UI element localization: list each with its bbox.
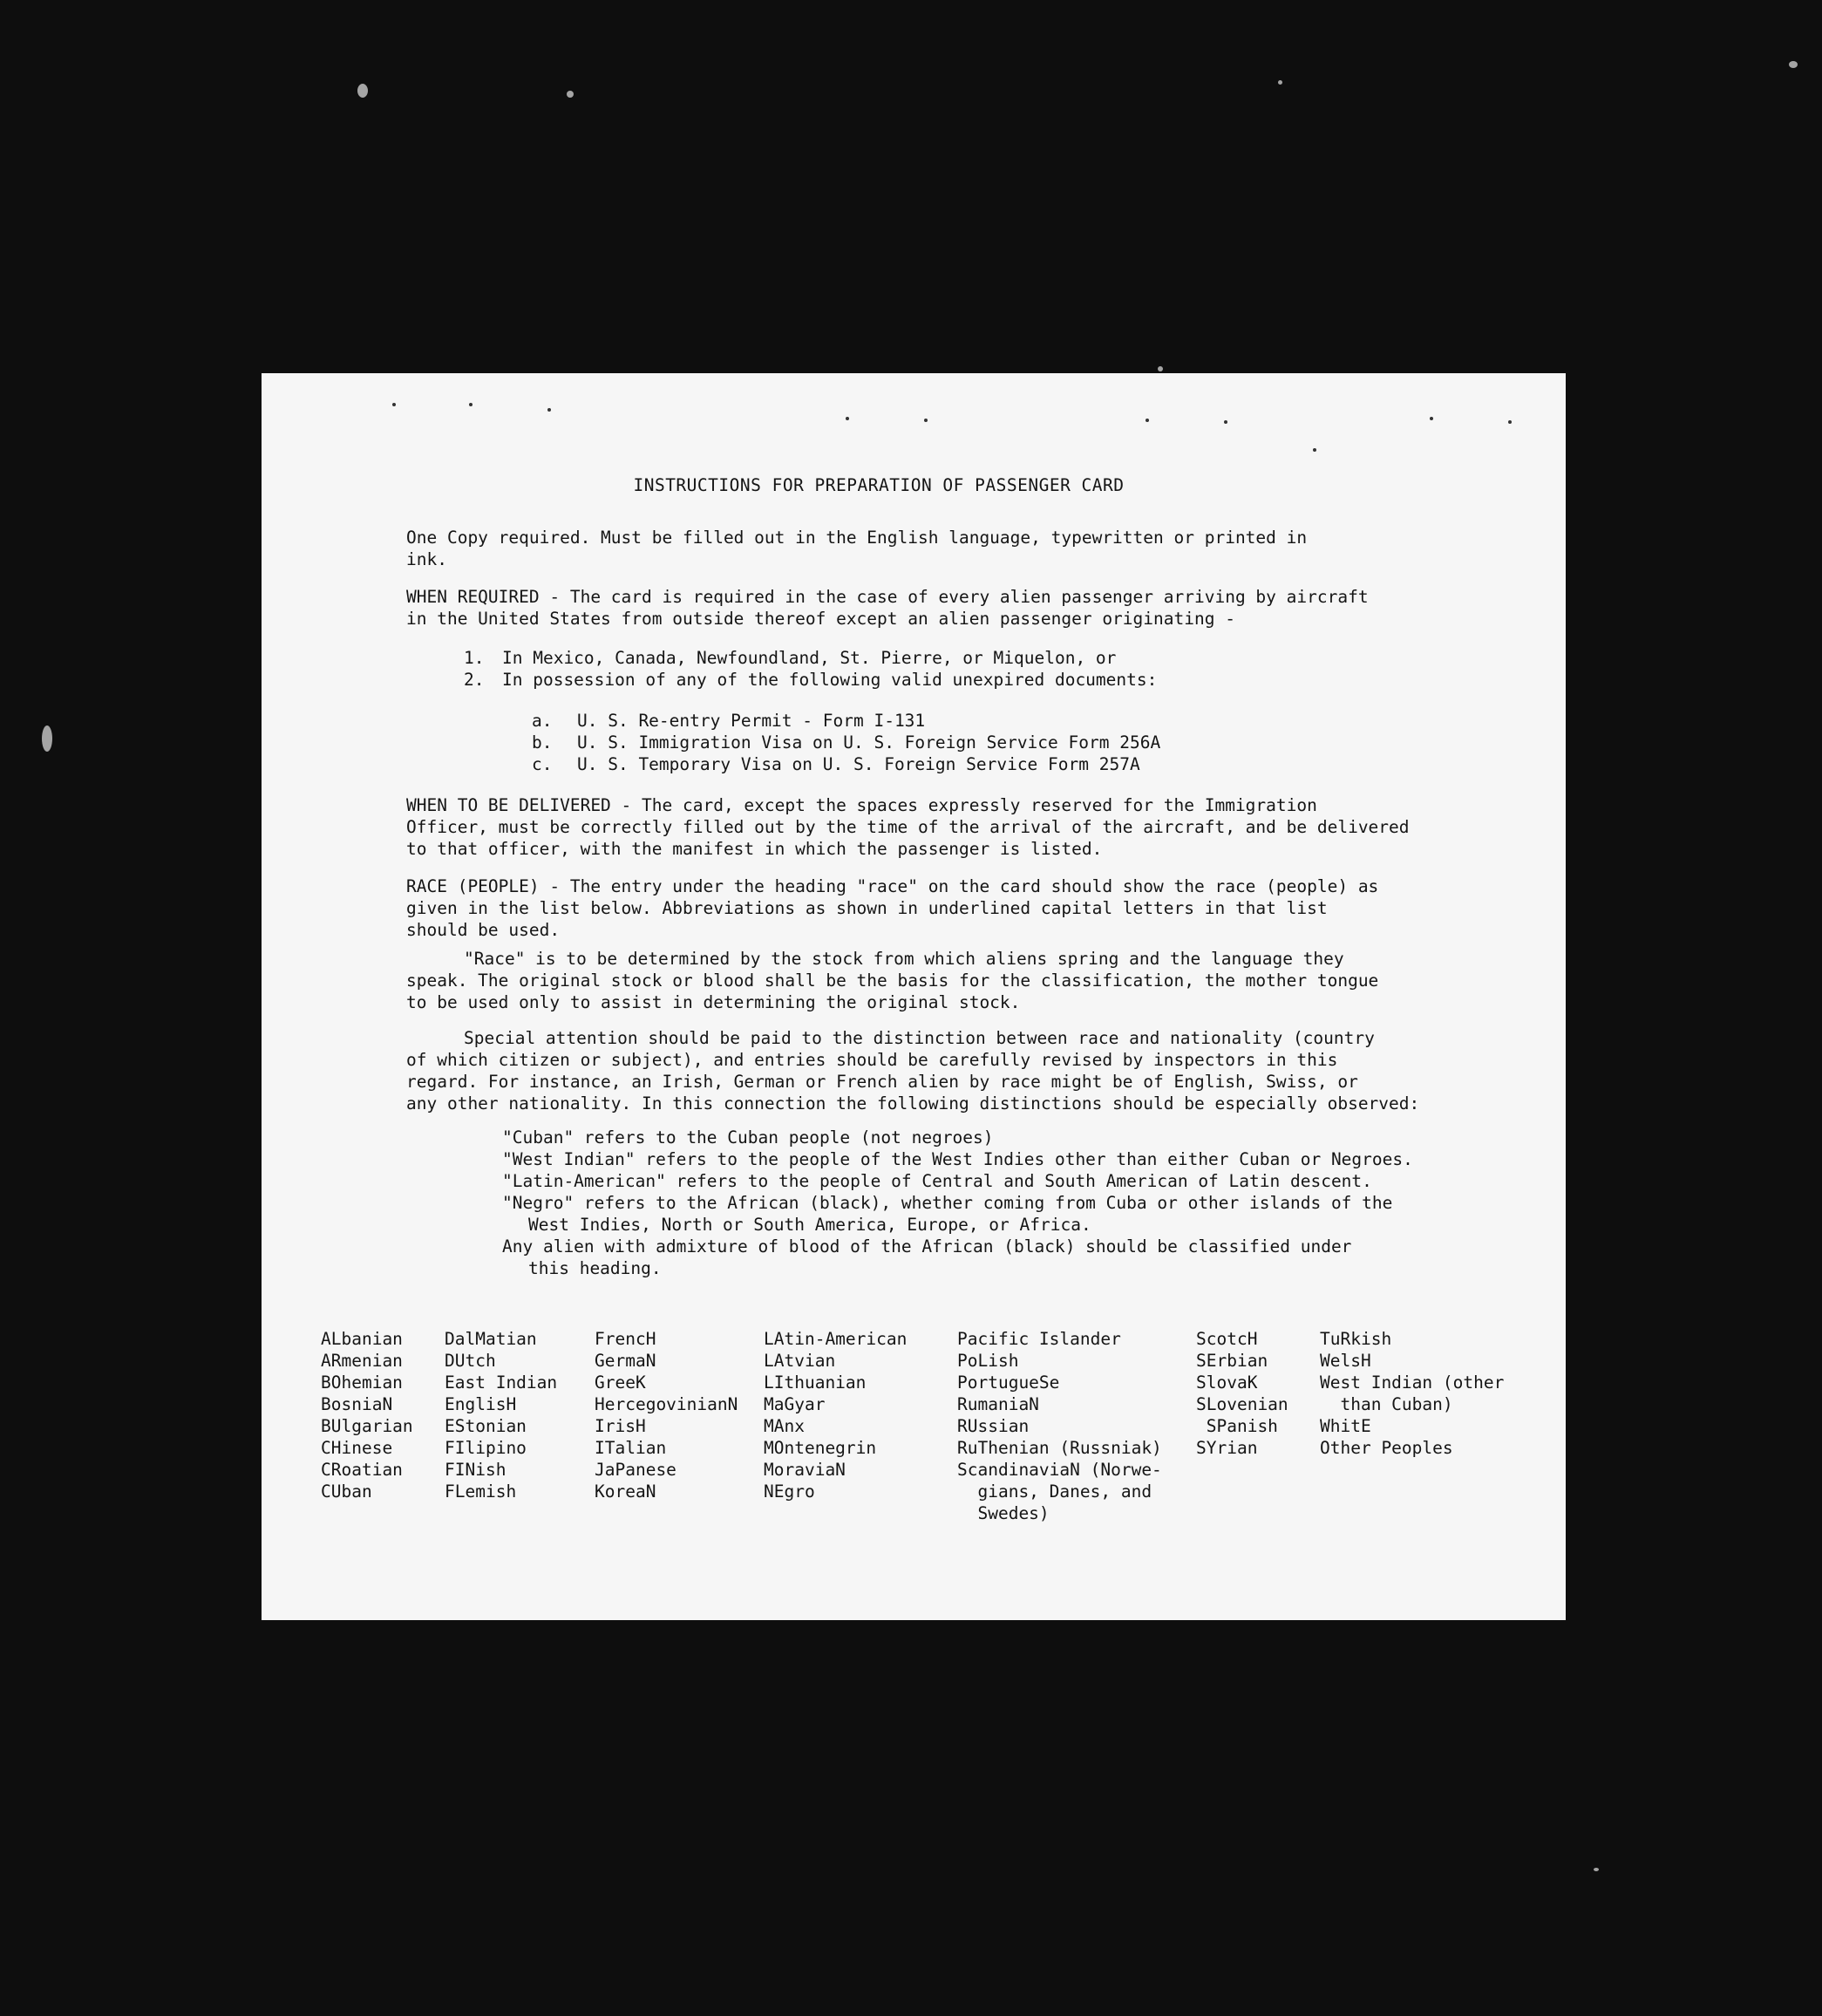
special-attention-paragraph: Special attention should be paid to the distinction between race and nationality (country of which citizen or subject), and entries should be carefully revised by inspectors in this regard. For instance, an Irish, German or French alien by race might be of English, Swiss, or any other nationality. In this connection the following distinctions should be especially observed: <box>406 1028 1420 1114</box>
pin-mark <box>1313 448 1316 452</box>
race-entry: Pacific Islander <box>957 1329 1121 1349</box>
race-entry: GermaN <box>595 1351 656 1371</box>
when-delivered-paragraph: WHEN TO BE DELIVERED - The card, except the spaces expressly reserved for the Immigration Officer, must be correctly filled out by the time of the arrival of the aircraft, and be delivered to that officer, with the manifest in which the passenger is listed. <box>406 795 1410 859</box>
race-entry: ScotcH <box>1196 1329 1258 1349</box>
race-entry: FINish <box>445 1460 506 1480</box>
race-entry: MoraviaN <box>764 1460 846 1480</box>
condition-number: 1. <box>464 648 485 668</box>
race-entry: PortugueSe <box>957 1372 1060 1393</box>
race-column-2 <box>445 1328 557 1502</box>
condition-item <box>464 669 1540 691</box>
race-entry: CRoatian <box>321 1460 403 1480</box>
race-entry: RuThenian (Russniak) <box>957 1438 1162 1458</box>
conditions-list <box>406 647 1540 691</box>
distinctions-list <box>406 1127 1540 1279</box>
race-paragraph: RACE (PEOPLE) - The entry under the heading "race" on the card should show the race (people) as given in the list below. Abbreviations as shown in underlined capital letters in that list should be used. <box>406 876 1379 940</box>
documents-list <box>406 710 1540 775</box>
document-item <box>532 710 1540 732</box>
race-entry: BosniaN <box>321 1394 393 1414</box>
race-entry: SYrian <box>1196 1438 1258 1458</box>
race-entry: RumaniaN <box>957 1394 1039 1414</box>
race-entry: Swedes) <box>957 1503 1050 1523</box>
race-column-6 <box>1196 1328 1288 1459</box>
race-entry: SlovaK <box>1196 1372 1258 1393</box>
pin-mark <box>1508 420 1512 424</box>
race-column-1 <box>321 1328 413 1502</box>
pin-mark <box>469 403 472 406</box>
instruction-sheet <box>262 373 1566 1620</box>
document-title: INSTRUCTIONS FOR PREPARATION OF PASSENGER CARD <box>633 475 1125 495</box>
race-entry: FIlipino <box>445 1438 527 1458</box>
race-entry: MAnx <box>764 1416 805 1436</box>
condition-text: In possession of any of the following valid unexpired documents: <box>502 670 1158 690</box>
intro-paragraph: One Copy required. Must be filled out in the English language, typewritten or printed in ink. <box>406 528 1308 569</box>
race-entry: gians, Danes, and <box>957 1481 1152 1502</box>
race-entry: MaGyar <box>764 1394 826 1414</box>
pin-mark <box>1146 419 1149 422</box>
pin-mark <box>846 417 849 420</box>
pin-mark <box>1224 420 1227 424</box>
race-entry: West Indian (other <box>1320 1372 1505 1393</box>
pin-mark <box>1430 417 1433 420</box>
document-letter: c. <box>532 754 553 774</box>
race-entry: JaPanese <box>595 1460 676 1480</box>
race-entry: DUtch <box>445 1351 496 1371</box>
race-entry: WelsH <box>1320 1351 1371 1371</box>
instruction-body <box>406 527 1540 1279</box>
distinction-item: "Latin-American" refers to the people of Central and South American of Latin descent. <box>502 1171 1372 1191</box>
race-entry: EStonian <box>445 1416 527 1436</box>
film-speck <box>1158 366 1163 371</box>
race-entry: SPanish <box>1196 1416 1278 1436</box>
document-text: U. S. Re-entry Permit - Form I-131 <box>577 711 926 731</box>
race-entry: ScandinaviaN (Norwe- <box>957 1460 1162 1480</box>
distinction-item: "Cuban" refers to the Cuban people (not negroes) <box>502 1127 994 1148</box>
race-entry: PoLish <box>957 1351 1019 1371</box>
race-entry: ARmenian <box>321 1351 403 1371</box>
race-entry: SLovenian <box>1196 1394 1288 1414</box>
film-speck <box>357 84 368 98</box>
race-entry: IrisH <box>595 1416 646 1436</box>
race-entry: RUssian <box>957 1416 1030 1436</box>
document-item <box>532 753 1540 775</box>
race-entry: GreeK <box>595 1372 646 1393</box>
race-entry: CHinese <box>321 1438 393 1458</box>
document-letter: b. <box>532 732 553 753</box>
film-speck <box>567 91 574 98</box>
race-entry: BOhemian <box>321 1372 403 1393</box>
race-entry: KoreaN <box>595 1481 656 1502</box>
race-entry: DalMatian <box>445 1329 537 1349</box>
race-entry: Other Peoples <box>1320 1438 1453 1458</box>
condition-number: 2. <box>464 670 485 690</box>
race-entry: WhitE <box>1320 1416 1371 1436</box>
race-entry: ITalian <box>595 1438 667 1458</box>
when-required-paragraph: WHEN REQUIRED - The card is required in the case of every alien passenger arriving by aircraft in the United States from outside thereof except an alien passenger originating - <box>406 587 1369 629</box>
race-list <box>321 1328 1559 1546</box>
pin-mark <box>924 419 928 422</box>
race-entry: East Indian <box>445 1372 558 1393</box>
pin-mark <box>547 408 551 412</box>
race-column-7 <box>1320 1328 1504 1459</box>
race-entry: HercegovinianN <box>595 1394 738 1414</box>
document-letter: a. <box>532 711 553 731</box>
distinction-item: "Negro" refers to the African (black), whether coming from Cuba or other islands of the West Indies, North or South America, Europe, or Africa. <box>502 1193 1393 1235</box>
race-column-4 <box>764 1328 907 1502</box>
race-entry: FLemish <box>445 1481 517 1502</box>
race-entry: NEgro <box>764 1481 815 1502</box>
pin-mark <box>392 403 396 406</box>
race-entry: BUlgarian <box>321 1416 413 1436</box>
condition-text: In Mexico, Canada, Newfoundland, St. Pierre, or Miquelon, or <box>502 648 1117 668</box>
race-entry: ALbanian <box>321 1329 403 1349</box>
distinction-item: Any alien with admixture of blood of the African (black) should be classified under this heading. <box>502 1236 1352 1278</box>
race-stock-paragraph: "Race" is to be determined by the stock from which aliens spring and the language they speak. The original stock or blood shall be the basis for the classification, the mother tongue to be used only to assist in determining the original stock. <box>406 949 1379 1012</box>
distinction-item: "West Indian" refers to the people of the West Indies other than either Cuban or Negroes. <box>502 1149 1413 1169</box>
race-entry: SErbian <box>1196 1351 1268 1371</box>
race-entry: CUban <box>321 1481 372 1502</box>
race-entry: LAtvian <box>764 1351 836 1371</box>
document-text: U. S. Temporary Visa on U. S. Foreign Service Form 257A <box>577 754 1140 774</box>
film-speck <box>1789 61 1798 68</box>
film-speck <box>1594 1868 1599 1871</box>
race-entry: than Cuban) <box>1320 1394 1453 1414</box>
race-entry: EnglisH <box>445 1394 517 1414</box>
film-speck <box>1278 80 1282 85</box>
condition-item <box>464 647 1540 669</box>
film-speck <box>42 725 52 752</box>
race-entry: MOntenegrin <box>764 1438 877 1458</box>
race-entry: FrencH <box>595 1329 656 1349</box>
race-entry: TuRkish <box>1320 1329 1392 1349</box>
race-entry: LAtin-American <box>764 1329 908 1349</box>
race-column-5 <box>957 1328 1162 1524</box>
document-item <box>532 732 1540 753</box>
document-text: U. S. Immigration Visa on U. S. Foreign Service Form 256A <box>577 732 1161 753</box>
race-entry: LIthuanian <box>764 1372 867 1393</box>
race-column-3 <box>595 1328 738 1502</box>
